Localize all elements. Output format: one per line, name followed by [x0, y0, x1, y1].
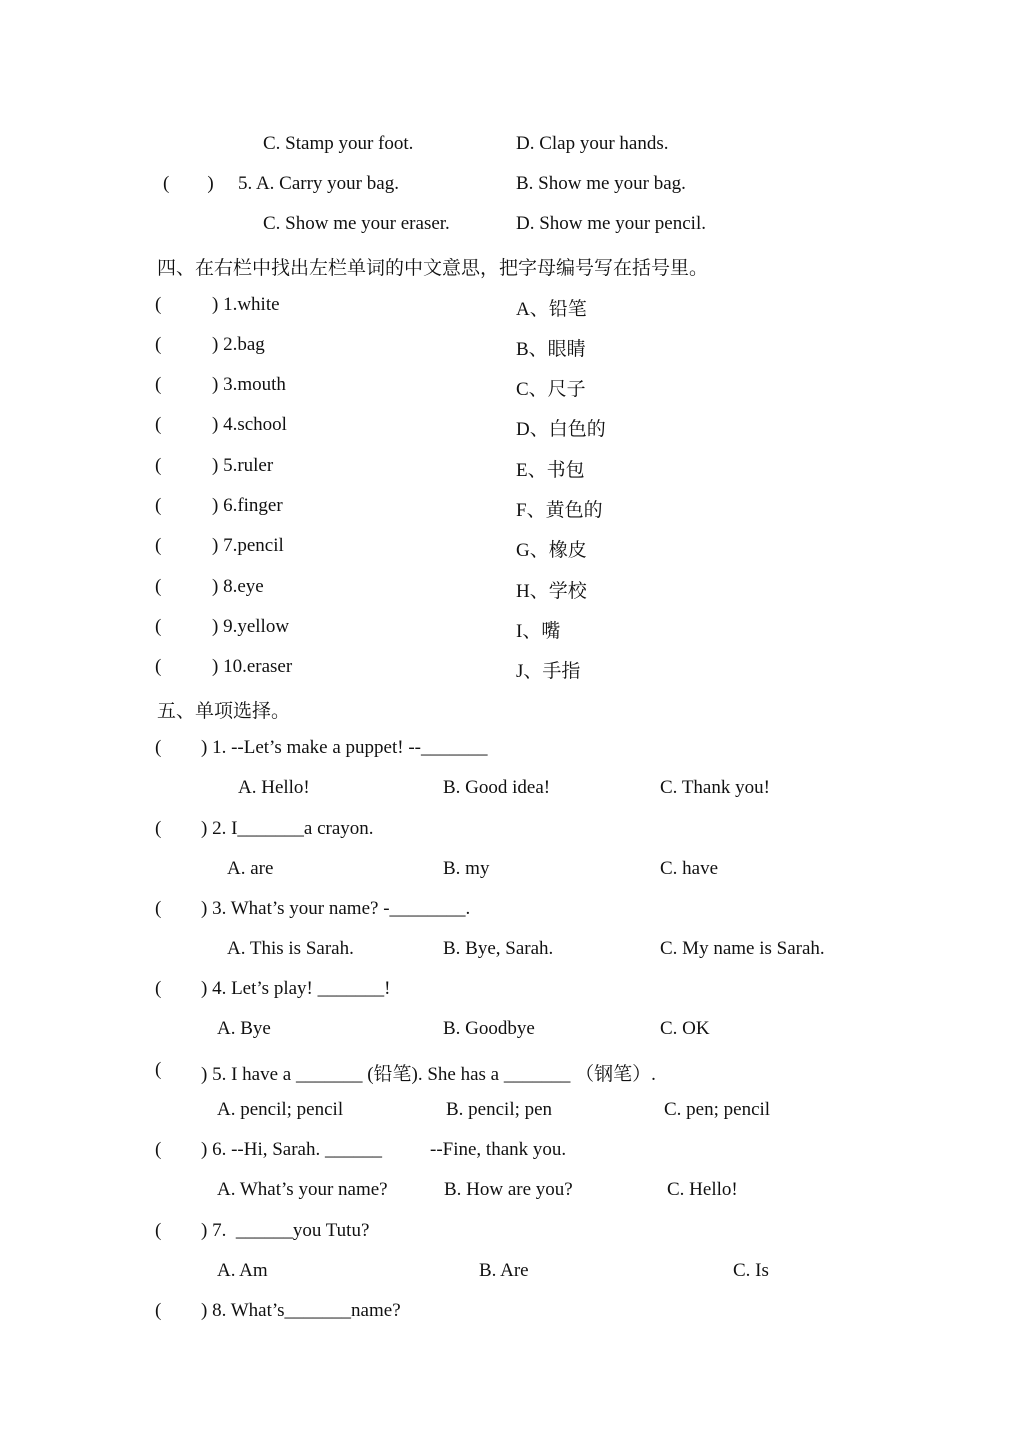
answer-paren[interactable]: ( [155, 455, 162, 476]
mc-options-2 [0, 858, 1024, 886]
option-b: B. Show me your bag. [516, 173, 686, 194]
match-row [0, 334, 1024, 362]
mc-question-2 [0, 818, 1024, 846]
option-a: A. Am [217, 1260, 268, 1281]
option-c: C. Thank you! [660, 777, 770, 798]
option-c: C. Show me your eraser. [263, 213, 450, 234]
match-row [0, 616, 1024, 644]
option-b: B. How are you? [444, 1179, 573, 1200]
meaning: C、尺子 [516, 379, 586, 400]
answer-paren[interactable]: ( ) [163, 173, 214, 194]
mc-question-1 [0, 737, 1024, 765]
meaning: J、手指 [516, 661, 581, 682]
option-a: A. This is Sarah. [227, 938, 354, 959]
option-c: C. pen; pencil [664, 1099, 771, 1120]
word: ) 5.ruler [212, 455, 274, 476]
option-a: A. are [227, 858, 274, 879]
match-row [0, 576, 1024, 604]
match-row [0, 656, 1024, 684]
meaning: F、黄色的 [516, 500, 603, 521]
mc-options-7 [0, 1260, 1024, 1288]
option-a: A. What’s your name? [217, 1179, 388, 1200]
match-row [0, 374, 1024, 402]
answer-paren[interactable]: ( [155, 818, 162, 839]
match-row [0, 294, 1024, 322]
match-row [0, 455, 1024, 483]
section-5-title: 五、单项选择。 [157, 701, 291, 722]
meaning: I、嘴 [516, 621, 561, 642]
word: ) 6.finger [212, 495, 283, 516]
answer-paren[interactable]: ( [155, 414, 162, 435]
answer-paren[interactable]: ( [155, 898, 162, 919]
option-a: A. pencil; pencil [217, 1099, 344, 1120]
answer-paren[interactable]: ( [155, 1139, 162, 1160]
mc-options-5 [0, 1099, 1024, 1127]
option-a: A. Hello! [238, 777, 310, 798]
answer-paren[interactable]: ( [155, 1059, 162, 1080]
mc-options-3 [0, 938, 1024, 966]
answer-paren[interactable]: ( [155, 374, 162, 395]
mc-question-6 [0, 1139, 1024, 1167]
mc-question-5 [0, 1059, 1024, 1087]
meaning: H、学校 [516, 581, 587, 602]
option-b: B. Good idea! [443, 777, 551, 798]
mc-options-4 [0, 1018, 1024, 1046]
meaning: G、橡皮 [516, 540, 587, 561]
meaning: E、书包 [516, 460, 585, 481]
word: ) 1.white [212, 294, 280, 315]
answer-paren[interactable]: ( [155, 334, 162, 355]
mc-options-6 [0, 1179, 1024, 1207]
match-row [0, 535, 1024, 563]
option-b: B. Goodbye [443, 1018, 535, 1039]
word: ) 9.yellow [212, 616, 290, 637]
option-c: C. Is [733, 1260, 769, 1281]
question-reply: --Fine, thank you. [430, 1139, 567, 1160]
section-4-title: 四、在右栏中找出左栏单词的中文意思，把字母编号写在括号里。 [157, 258, 709, 279]
answer-paren[interactable]: ( [155, 978, 162, 999]
answer-paren[interactable]: ( [155, 737, 162, 758]
answer-paren[interactable]: ( [155, 535, 162, 556]
option-a: A. Bye [217, 1018, 271, 1039]
option-b: B. pencil; pen [446, 1099, 553, 1120]
question-stem: ) 1. --Let’s make a puppet! --_______ [201, 737, 488, 758]
match-row [0, 495, 1024, 523]
option-c: C. have [660, 858, 719, 879]
word: ) 2.bag [212, 334, 265, 355]
mc-options-1 [0, 777, 1024, 805]
option-d: D. Clap your hands. [516, 133, 669, 154]
word: ) 3.mouth [212, 374, 286, 395]
answer-paren[interactable]: ( [155, 656, 162, 677]
option-c: C. OK [660, 1018, 710, 1039]
question-stem: ) 6. --Hi, Sarah. ______ [201, 1139, 382, 1160]
question-stem: ) 8. What’s_______name? [201, 1300, 401, 1321]
mc-question-8 [0, 1300, 1024, 1328]
answer-paren[interactable]: ( [155, 294, 162, 315]
option-c: C. Stamp your foot. [263, 133, 414, 154]
question-stem: ) 7. ______you Tutu? [201, 1220, 370, 1241]
mc-question-7 [0, 1220, 1024, 1248]
question-stem: ) 2. I_______a crayon. [201, 818, 374, 839]
answer-paren[interactable]: ( [155, 1220, 162, 1241]
word: ) 8.eye [212, 576, 264, 597]
answer-paren[interactable]: ( [155, 1300, 162, 1321]
sec3-q4-options-row [0, 133, 1024, 161]
answer-paren[interactable]: ( [155, 576, 162, 597]
word: ) 4.school [212, 414, 287, 435]
mc-question-3 [0, 898, 1024, 926]
meaning: A、铅笔 [516, 299, 587, 320]
option-b: B. Are [479, 1260, 529, 1281]
question-stem: ) 5. I have a _______ (铅笔). She has a _______ （钢笔）. [201, 1064, 656, 1085]
meaning: D、白色的 [516, 419, 606, 440]
question-stem: ) 4. Let’s play! _______! [201, 978, 391, 999]
word: ) 7.pencil [212, 535, 284, 556]
sec3-q5-options-row [0, 213, 1024, 241]
option-b: B. my [443, 858, 490, 879]
meaning: B、眼睛 [516, 339, 586, 360]
option-b: B. Bye, Sarah. [443, 938, 554, 959]
sec3-q5-row [0, 173, 1024, 201]
option-c: C. Hello! [667, 1179, 738, 1200]
match-row [0, 414, 1024, 442]
question-stem: 5. A. Carry your bag. [238, 173, 399, 194]
answer-paren[interactable]: ( [155, 495, 162, 516]
option-c: C. My name is Sarah. [660, 938, 825, 959]
word: ) 10.eraser [212, 656, 293, 677]
mc-question-4 [0, 978, 1024, 1006]
answer-paren[interactable]: ( [155, 616, 162, 637]
option-d: D. Show me your pencil. [516, 213, 706, 234]
question-stem: ) 3. What’s your name? -________. [201, 898, 471, 919]
